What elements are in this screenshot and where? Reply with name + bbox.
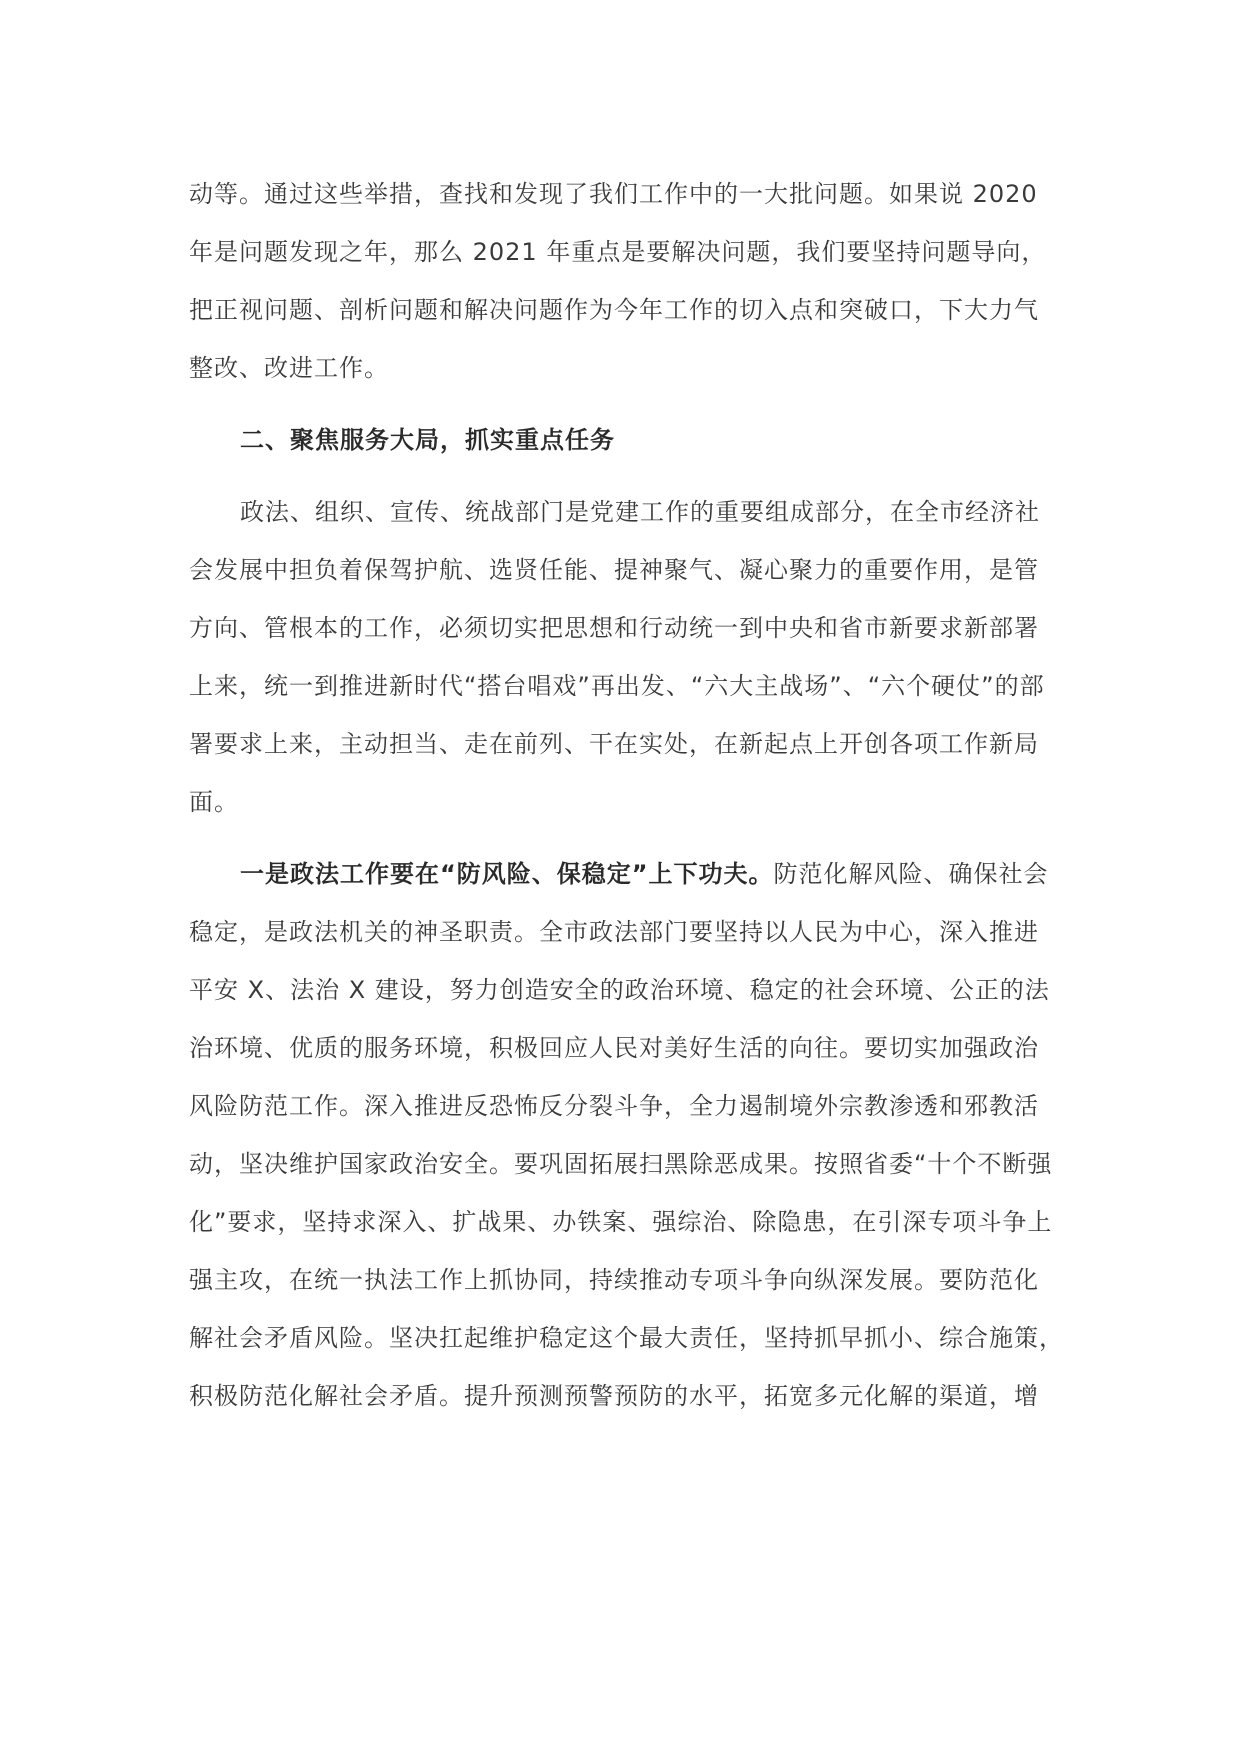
section-heading: 二、聚焦服务大局，抓实重点任务 [240,426,615,454]
paragraph-line: 化”要求，坚持求深入、扩战果、办铁案、强综治、除隐患，在引深专项斗争上 [189,1208,1053,1236]
paragraph-line: 面。 [189,788,239,816]
paragraph-line: 上来，统一到推进新时代“搭台唱戏”再出发、“六大主战场”、“六个硬仗”的部 [189,672,1045,700]
paragraph-line: 风险防范工作。深入推进反恐怖反分裂斗争，全力遏制境外宗教渗透和邪教活 [189,1092,1039,1120]
paragraph-line: 稳定，是政法机关的神圣职责。全市政法部门要坚持以人民为中心，深入推进 [189,918,1039,946]
paragraph-line: 整改、改进工作。 [189,354,389,382]
paragraph-line: 署要求上来，主动担当、走在前列、干在实处，在新起点上开创各项工作新局 [189,730,1039,758]
paragraph-line: 积极防范化解社会矛盾。提升预测预警预防的水平，拓宽多元化解的渠道，增 [189,1382,1039,1410]
paragraph-first-line [240,854,1069,894]
paragraph-line: 治环境、优质的服务环境，积极回应人民对美好生活的向往。要切实加强政治 [189,1034,1039,1062]
paragraph-text: 防范化解风险、确保社会 [773,860,1049,888]
paragraph-line: 解社会矛盾风险。坚决扛起维护稳定这个最大责任，坚持抓早抓小、综合施策， [189,1324,1064,1352]
paragraph-line: 动，坚决维护国家政治安全。要巩固拓展扫黑除恶成果。按照省委“十个不断强 [189,1150,1053,1178]
paragraph-line: 把正视问题、剖析问题和解决问题作为今年工作的切入点和突破口，下大力气 [189,296,1039,324]
paragraph-line: 年是问题发现之年，那么 2021 年重点是要解决问题，我们要坚持问题导向， [189,238,1047,266]
paragraph-line: 强主攻，在统一执法工作上抓协同，持续推动专项斗争向纵深发展。要防范化 [189,1266,1039,1294]
paragraph-line: 方向、管根本的工作，必须切实把思想和行动统一到中央和省市新要求新部署 [189,614,1039,642]
paragraph-line: 政法、组织、宣传、统战部门是党建工作的重要组成部分，在全市经济社 [240,498,1040,526]
paragraph-line: 会发展中担负着保驾护航、选贤任能、提神聚气、凝心聚力的重要作用，是管 [189,556,1039,584]
paragraph-lead-heading: 一是政法工作要在“防风险、保稳定”上下功夫。 [240,860,774,888]
paragraph-line: 平安 X、法治 X 建设，努力创造安全的政治环境、稳定的社会环境、公正的法 [189,976,1050,1004]
paragraph-line: 动等。通过这些举措，查找和发现了我们工作中的一大批问题。如果说 2020 [189,180,1038,208]
